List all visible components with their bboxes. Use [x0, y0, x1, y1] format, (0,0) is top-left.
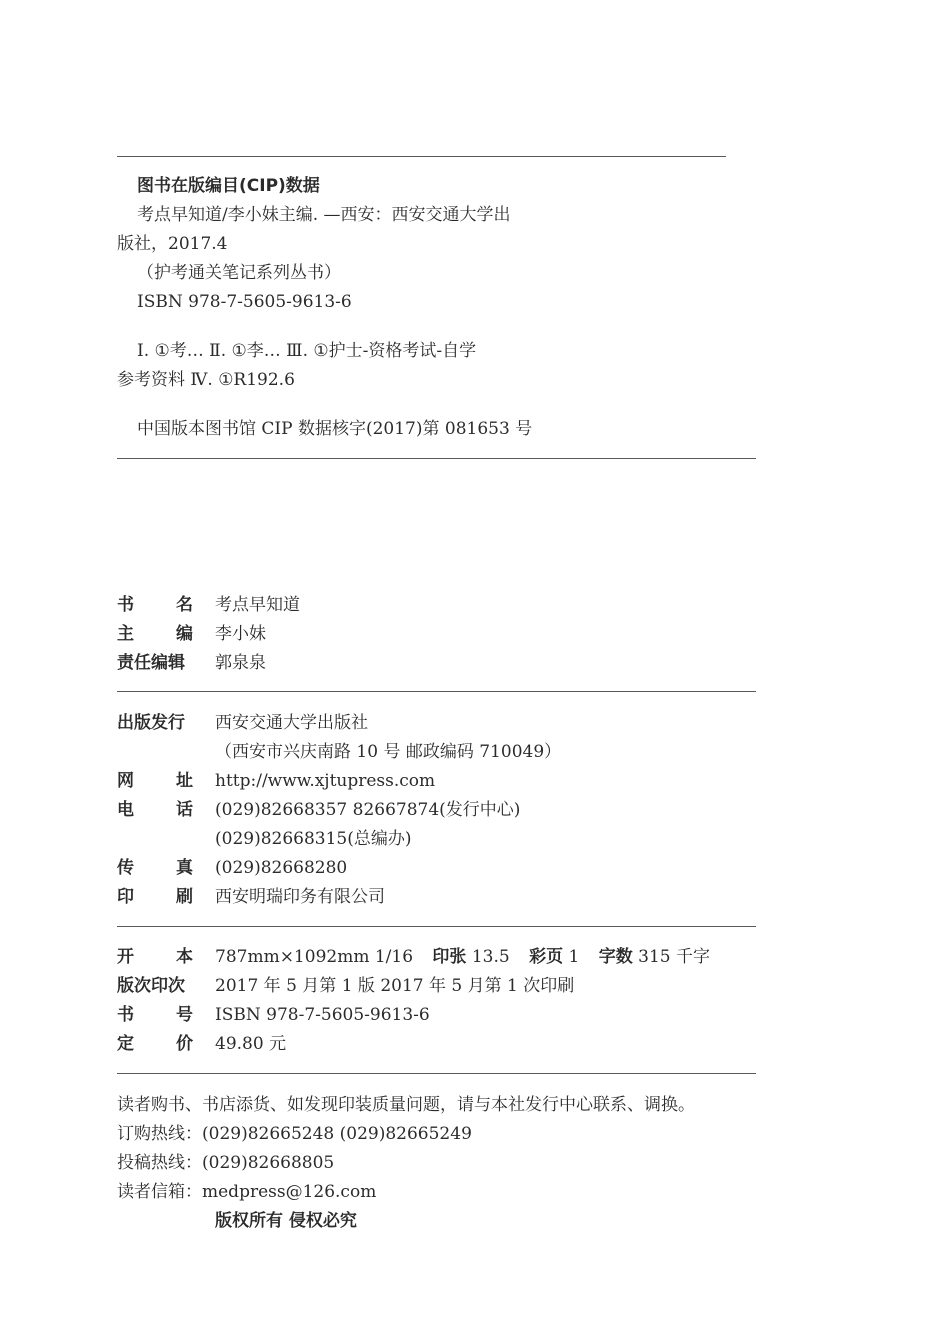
publisher: 西安交通大学出版社	[215, 713, 368, 733]
printer: 西安明瑞印务有限公司	[215, 887, 385, 907]
cip-line-3: （护考通关笔记系列丛书）	[137, 263, 341, 283]
sheets-label: 印张	[432, 947, 467, 967]
format-label: 开 本	[117, 947, 193, 967]
cip-title: 图书在版编目(CIP)数据	[137, 176, 320, 196]
info-rule-1	[117, 691, 756, 692]
fax-label: 传 真	[117, 858, 193, 878]
phone-1: (029)82668357 82667874(发行中心)	[215, 800, 521, 820]
editor: 李小妹	[215, 624, 266, 644]
isbn-label: 书 号	[117, 1005, 193, 1025]
info-rule-2	[117, 926, 756, 927]
editor-label: 主 编	[117, 624, 193, 644]
color-pages-value: 1	[568, 947, 580, 967]
cip-line-1: 考点早知道/李小妹主编. —西安：西安交通大学出	[137, 205, 511, 225]
format-row	[215, 946, 710, 968]
sheets-value: 13.5	[471, 947, 510, 967]
publisher-address: （西安市兴庆南路 10 号 邮政编码 710049）	[215, 742, 562, 762]
publisher-label: 出版发行	[117, 713, 185, 733]
isbn: ISBN 978-7-5605-9613-6	[215, 1005, 430, 1025]
reader-notice: 读者购书、书店添货、如发现印装质量问题，请与本社发行中心联系、调换。	[117, 1095, 695, 1115]
resp-editor-label: 责任编辑	[117, 653, 185, 673]
book-name: 考点早知道	[215, 595, 300, 615]
book-name-label: 书 名	[117, 595, 193, 615]
cip-line-4: ISBN 978-7-5605-9613-6	[137, 292, 352, 312]
price-label: 定 价	[117, 1034, 193, 1054]
phone-label: 电 话	[117, 800, 193, 820]
cip-line-5: Ⅰ. ①考… Ⅱ. ①李… Ⅲ. ①护士-资格考试-自学	[137, 341, 477, 361]
edition-label: 版次印次	[117, 976, 185, 996]
format-value: 787mm×1092mm 1/16	[215, 947, 414, 967]
website-label: 网 址	[117, 771, 193, 791]
edition: 2017 年 5 月第 1 版 2017 年 5 月第 1 次印刷	[215, 976, 575, 996]
phone-2: (029)82668315(总编办)	[215, 829, 412, 849]
submission-hotline: 投稿热线：(029)82668805	[117, 1153, 335, 1173]
reader-mailbox: 读者信箱：medpress@126.com	[117, 1182, 377, 1202]
printer-label: 印 刷	[117, 887, 193, 907]
cip-line-2: 版社，2017.4	[117, 234, 228, 254]
website: http://www.xjtupress.com	[215, 771, 436, 791]
fax: (029)82668280	[215, 858, 348, 878]
price: 49.80 元	[215, 1034, 287, 1054]
cip-line-7: 中国版本图书馆 CIP 数据核字(2017)第 081653 号	[137, 419, 533, 439]
words-label: 字数	[598, 947, 633, 967]
color-pages-label: 彩页	[529, 947, 564, 967]
cip-line-6: 参考资料 Ⅳ. ①R192.6	[117, 370, 295, 390]
info-rule-3	[117, 1073, 756, 1074]
copyright-notice: 版权所有 侵权必究	[215, 1211, 357, 1231]
order-hotline: 订购热线：(029)82665248 (029)82665249	[117, 1124, 472, 1144]
cip-bottom-rule	[117, 458, 756, 459]
words-value: 315 千字	[638, 947, 710, 967]
top-rule	[117, 156, 726, 157]
resp-editor: 郭泉泉	[215, 653, 266, 673]
